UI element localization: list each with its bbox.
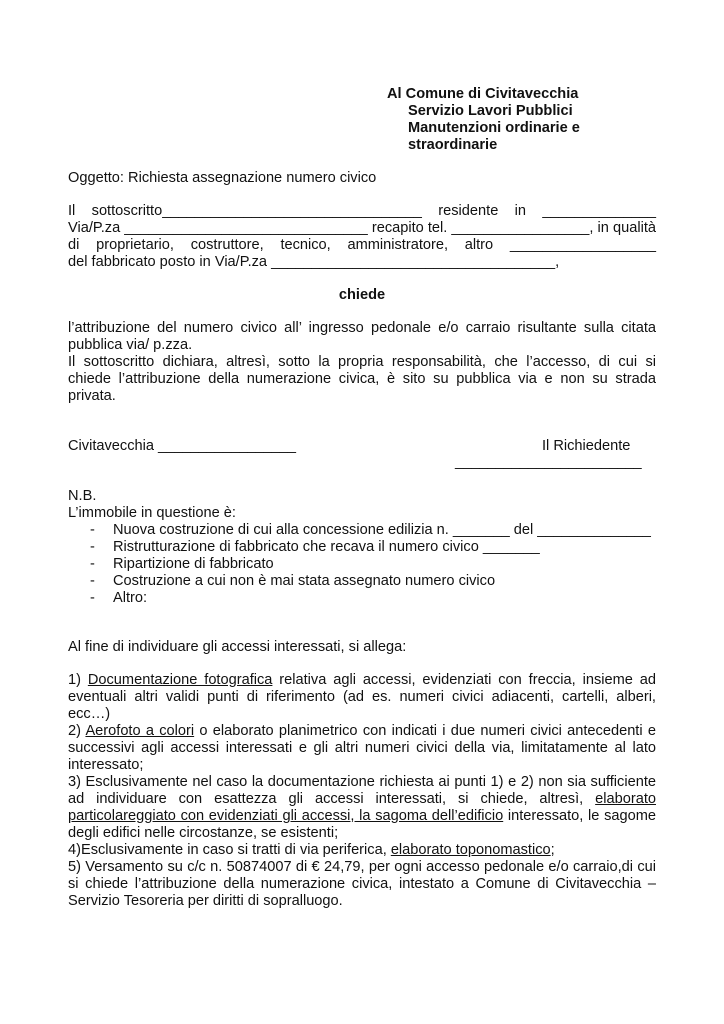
signature-line: _______________________ [455, 454, 642, 470]
attachments-list [68, 672, 656, 910]
text-line [68, 672, 656, 689]
nb-title: N.B. [68, 488, 97, 504]
text-segment: chiede l’attribuzione della numerazione civica, è sito su pubblica via e non su strada [68, 371, 656, 387]
recipient-line: Al Comune di Civitavecchia [387, 86, 579, 102]
text-segment: ; [550, 842, 555, 858]
list-item [68, 590, 656, 607]
text-line [68, 723, 656, 740]
text-line [68, 876, 656, 893]
text-line [68, 337, 656, 354]
text-line [68, 859, 656, 876]
text-segment: degli edifici nelle circostanze, se esistenti; [68, 825, 339, 841]
dash-bullet: - [90, 556, 95, 572]
signature-block [68, 438, 656, 470]
underlined-text: particolareggiato con evidenziati gli accessi, la sagoma dell’edificio [68, 808, 504, 824]
text-line [68, 320, 656, 337]
text-segment: Servizio Tesoreria per diritti di sopralluogo. [68, 893, 343, 909]
text-segment: interessato, le sagome [503, 808, 656, 824]
text-line [68, 740, 656, 757]
nb-section [68, 488, 656, 607]
text-line [68, 354, 656, 371]
text-line [68, 808, 656, 825]
list-item-text: Ripartizione di fabbricato [113, 556, 274, 572]
text-line [68, 825, 656, 842]
text-line [68, 706, 656, 723]
request-heading: chiede [338, 287, 386, 303]
text-line [68, 791, 656, 808]
recipient-line: straordinarie [408, 137, 498, 153]
recipient-address [387, 86, 580, 154]
text-segment: interessato; [68, 757, 144, 773]
text-segment: successivi agli accessi interessati e gli altri numeri civici della via, limitatamente al lato [68, 740, 656, 756]
text-segment: di proprietario, costruttore, tecnico, amministratore, altro __________________ [68, 237, 656, 253]
underlined-text: elaborato [595, 791, 656, 807]
text-line [68, 893, 656, 910]
text-segment: del fabbricato posto in Via/P.za ___________________________________, [68, 254, 560, 270]
text-segment: l’attribuzione del numero civico all’ ingresso pedonale e/o carraio risultante sulla citata [68, 320, 656, 336]
subject-line: Oggetto: Richiesta assegnazione numero civico [68, 170, 377, 186]
text-line [68, 220, 656, 237]
text-segment: privata. [68, 388, 116, 404]
text-line [68, 371, 656, 388]
dash-bullet: - [90, 522, 95, 538]
dash-bullet: - [90, 573, 95, 589]
text-line [68, 237, 656, 254]
text-line [68, 254, 656, 271]
text-segment: pubblica via/ p.zza. [68, 337, 193, 353]
list-item [68, 573, 656, 590]
text-segment: ad individuare con esattezza gli accessi interessati, si chiede, altresì, [68, 791, 596, 807]
text-segment: relativa agli accessi, evidenziati con freccia, insieme ad [272, 672, 656, 688]
recipient-line: Servizio Lavori Pubblici [408, 103, 573, 119]
text-line [68, 388, 656, 405]
nb-intro: L’immobile in questione è: [68, 505, 236, 521]
text-line [68, 203, 656, 220]
signature-place: Civitavecchia _________________ [68, 438, 297, 454]
underlined-text: Documentazione fotografica [87, 672, 273, 688]
text-segment: 1) [68, 672, 88, 688]
text-segment: Il sottoscritto________________________________ residente in ______________ [68, 203, 656, 219]
text-segment: 4)Esclusivamente in caso si tratti di via periferica, [68, 842, 391, 858]
text-segment: o elaborato planimetrico con indicati i due numeri civici antecedenti e [194, 723, 656, 739]
list-item-text: Costruzione a cui non è mai stata assegnato numero civico [113, 573, 496, 589]
text-segment: 5) Versamento su c/c n. 50874007 di € 24,79, per ogni accesso pedonale e/o carraio,di cui [68, 859, 656, 875]
dash-bullet: - [90, 590, 95, 606]
underlined-text: elaborato toponomastico [390, 842, 551, 858]
text-line [68, 774, 656, 791]
list-item [68, 556, 656, 573]
text-segment: eventuali altri validi punti di riferimento (ad es. numeri civici adiacenti, cartelli, alberi, [68, 689, 656, 705]
text-segment: 3) Esclusivamente nel caso la documentazione richiesta ai punti 1) e 2) non sia sufficiente [68, 774, 656, 790]
text-line [68, 689, 656, 706]
attachments-intro: Al fine di individuare gli accessi interessati, si allega: [68, 639, 407, 655]
text-segment: Il sottoscritto dichiara, altresì, sotto la propria responsabilità, che l’accesso, di cui si [68, 354, 656, 370]
list-item [68, 539, 656, 556]
underlined-text: Aerofoto a colori [85, 723, 195, 739]
recipient-line: Manutenzioni ordinarie e [408, 120, 580, 136]
dash-bullet: - [90, 539, 95, 555]
text-line [68, 842, 656, 859]
intro-paragraph [68, 203, 656, 271]
request-paragraph [68, 320, 656, 405]
signature-label: Il Richiedente [542, 438, 631, 454]
text-segment: 2) [68, 723, 86, 739]
list-item-text: Ristrutturazione di fabbricato che recava il numero civico _______ [113, 539, 540, 555]
text-segment: si chiede l’attribuzione della numerazione civica, intestato a Comune di Civitavecchia – [68, 876, 656, 892]
list-item-text: Altro: [113, 590, 148, 606]
list-item-text: Nuova costruzione di cui alla concessione edilizia n. _______ del ______________ [113, 522, 651, 538]
text-line [68, 757, 656, 774]
list-item [68, 522, 656, 539]
text-segment: Via/P.za ______________________________ recapito tel. _________________, in qualità [68, 220, 656, 236]
text-segment: ecc…) [68, 706, 111, 722]
